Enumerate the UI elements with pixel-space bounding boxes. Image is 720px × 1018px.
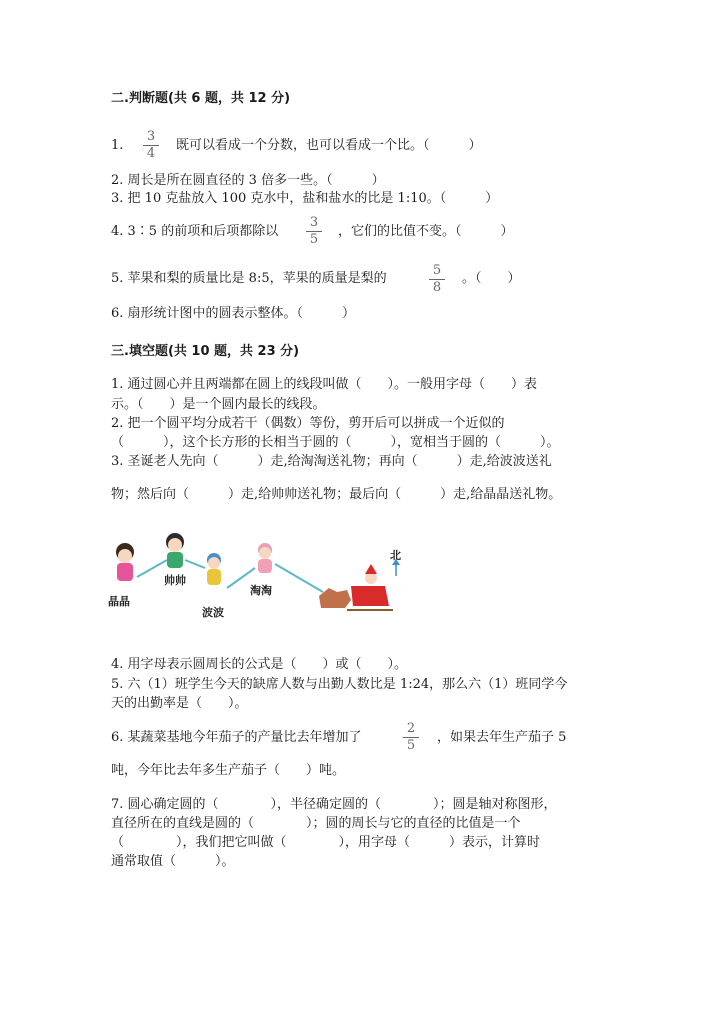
- fill-q2-line1: 2. 把一个圆平均分成若干（偶数）等份，剪开后可以拼成一个近似的: [111, 416, 505, 431]
- fraction-denominator: 5: [309, 232, 319, 247]
- judge-q1-text: 既可以看成一个分数，也可以看成一个比。（ ）: [176, 138, 482, 153]
- fill-q7-line4: 通常取值（ ）。: [111, 854, 235, 869]
- shuaishuai-figure: [166, 533, 184, 568]
- fill-q4: 4. 用字母表示圆周长的公式是（ ）或（ ）。: [111, 657, 408, 672]
- fill-q1-line2: 示。（ ）是一个圆内最长的线段。: [111, 397, 326, 412]
- label-jingjing: 晶晶: [108, 595, 130, 608]
- taotao-figure: [258, 543, 272, 573]
- label-shuaishuai: 帅帅: [164, 574, 186, 587]
- label-bobo: 波波: [202, 606, 224, 619]
- judge-q1-fraction: [143, 130, 159, 161]
- judge-section-title: 二.判断题(共 6 题，共 12 分): [111, 91, 291, 106]
- judge-q5-fraction: [429, 264, 445, 295]
- judge-q2: 2. 周长是所在圆直径的 3 倍多一些。（ ）: [111, 173, 385, 188]
- fill-q3-line1: 3. 圣诞老人先向（ ）走,给淘淘送礼物；再向（ ）走,给波波送礼: [111, 454, 552, 469]
- fill-q5-line2: 天的出勤率是（ ）。: [111, 696, 248, 711]
- fill-q3-line2: 物；然后向（ ）走,给帅帅送礼物；最后向（ ）走,给晶晶送礼物。: [111, 487, 562, 502]
- fill-q7-line2: 直径所在的直线是圆的（ ）；圆的周长与它的直径的比值是一个: [111, 816, 521, 831]
- judge-q3: 3. 把 10 克盐放入 100 克水中，盐和盐水的比是 1:10。（ ）: [111, 191, 499, 206]
- judge-q5-prefix: 5. 苹果和梨的质量比是 8:5，苹果的质量是梨的: [111, 271, 387, 286]
- fraction-numerator: 2: [406, 721, 416, 736]
- fill-q7-line1: 7. 圆心确定圆的（ ），半径确定圆的（ ）；圆是轴对称图形，: [111, 797, 557, 812]
- bobo-figure: [207, 553, 221, 585]
- judge-q4-fraction: [306, 216, 322, 247]
- judge-q4-text: ，它们的比值不变。（ ）: [338, 224, 514, 239]
- judge-q1-number: 1.: [111, 138, 124, 153]
- fraction-numerator: 5: [432, 263, 442, 278]
- fill-q6-line2: 吨，今年比去年多生产茄子（ ）吨。: [111, 763, 346, 778]
- fill-q2-line2: （ ），这个长方形的长相当于圆的（ ），宽相当于圆的（ ）。: [111, 435, 560, 450]
- fill-section-title: 三.填空题(共 10 题，共 23 分): [111, 344, 300, 359]
- fill-q6-text: ，如果去年生产茄子 5: [437, 730, 567, 745]
- fill-q6-prefix: 6. 某蔬菜基地今年茄子的产量比去年增加了: [111, 730, 362, 745]
- fraction-denominator: 5: [406, 738, 416, 753]
- judge-q5-text: 。（ ）: [462, 271, 521, 286]
- christmas-route-map: [105, 530, 405, 630]
- fraction-denominator: 8: [432, 280, 442, 295]
- fraction-numerator: 3: [309, 215, 319, 230]
- fraction-numerator: 3: [146, 129, 156, 144]
- fraction-denominator: 4: [146, 146, 156, 161]
- santa-sleigh-icon: [319, 564, 393, 610]
- judge-q4-prefix: 4. 3∶5 的前项和后项都除以: [111, 224, 279, 239]
- label-taotao: 淘淘: [250, 584, 272, 597]
- judge-q6: 6. 扇形统计图中的圆表示整体。（ ）: [111, 306, 356, 321]
- fill-q7-line3: （ ），我们把它叫做（ ），用字母（ ）表示，计算时: [111, 835, 541, 850]
- fill-q5-line1: 5. 六（1）班学生今天的缺席人数与出勤人数比是 1:24，那么六（1）班同学今: [111, 677, 568, 692]
- fill-q6-fraction: [403, 722, 419, 753]
- jingjing-figure: [116, 543, 134, 581]
- label-north: 北: [390, 549, 401, 562]
- fill-q1-line1: 1. 通过圆心并且两端都在圆上的线段叫做（ ）。一般用字母（ ）表: [111, 377, 538, 392]
